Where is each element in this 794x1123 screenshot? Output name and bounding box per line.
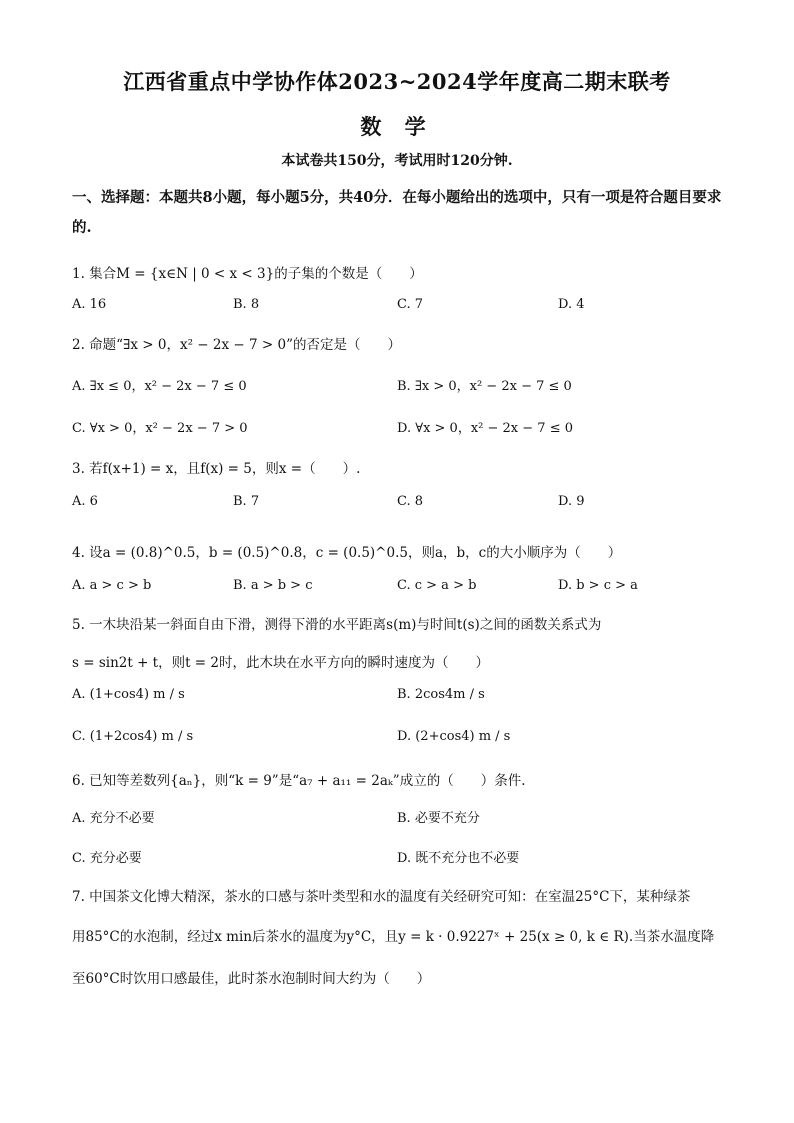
question-6-stem: 6. 已知等差数列{aₙ}，则“k = 9”是“a₇ + a₁₁ = 2aₖ”成立的（ ）条件.	[72, 773, 526, 789]
question-7-stem: 7. 中国茶文化博大精深，茶水的口感与茶叶类型和水的温度有关经研究可知：在室温25°C下，某种绿茶	[72, 889, 691, 905]
exam-info: 本试卷共150分，考试用时120分钟.	[281, 153, 513, 169]
question-5-option-d: D. (2+cos4) m / s	[397, 729, 511, 744]
question-5-option-b: B. 2cos4m / s	[397, 687, 485, 702]
question-4-stem: 4. 设a = (0.8)^0.5，b = (0.5)^0.8，c = (0.5)^0.5，则a，b，c的大小顺序为（ ）	[72, 545, 622, 561]
question-1-option-c: C. 7	[397, 297, 424, 312]
question-1-stem: 1. 集合M = {x∈N | 0 < x < 3}的子集的个数是（ ）	[72, 266, 423, 282]
section-heading: 一、选择题：本题共8小题，每小题5分，共40分．在每小题给出的选项中，只有一项是符合题目要求的.	[72, 189, 722, 236]
question-6-option-a: A. 充分不必要	[72, 811, 155, 826]
exam-title: 江西省重点中学协作体2023~2024学年度高二期末联考	[123, 69, 671, 94]
subject-title: 数 学	[360, 114, 434, 139]
question-2-option-c: C. ∀x > 0，x² − 2x − 7 > 0	[72, 421, 248, 436]
question-4-option-d: D. b > c > a	[558, 578, 638, 593]
question-2-option-d: D. ∀x > 0，x² − 2x − 7 ≤ 0	[397, 421, 573, 436]
question-1-option-a: A. 16	[72, 297, 107, 312]
question-7-stem-line2: 用85°C的水泡制，经过x min后茶水的温度为y°C，且y = k · 0.9227ˣ + 25(x ≥ 0, k ∈ R).当茶水温度降	[72, 929, 715, 945]
question-3-option-b: B. 7	[233, 494, 260, 509]
question-3-option-d: D. 9	[558, 494, 585, 509]
question-4-option-c: C. c > a > b	[397, 578, 477, 593]
question-3-option-c: C. 8	[397, 494, 424, 509]
question-6-option-b: B. 必要不充分	[397, 811, 480, 826]
question-5-stem-line2: s = sin2t + t，则t = 2时，此木块在水平方向的瞬时速度为（ ）	[72, 655, 490, 671]
question-2-stem: 2. 命题“∃x > 0，x² − 2x − 7 > 0”的否定是（ ）	[72, 337, 401, 353]
question-4-option-a: A. a > c > b	[72, 578, 152, 593]
question-5-option-a: A. (1+cos4) m / s	[72, 687, 185, 702]
question-4-option-b: B. a > b > c	[233, 578, 313, 593]
question-7-stem-line3: 至60°C时饮用口感最佳，此时茶水泡制时间大约为（ ）	[72, 971, 431, 987]
question-5-stem: 5. 一木块沿某一斜面自由下滑，测得下滑的水平距离s(m)与时间t(s)之间的函数关系式为	[72, 617, 602, 633]
question-6-option-d: D. 既不充分也不必要	[397, 851, 520, 866]
question-3-option-a: A. 6	[72, 494, 98, 509]
question-5-option-c: C. (1+2cos4) m / s	[72, 729, 194, 744]
question-3-stem: 3. 若f(x+1) = x，且f(x) = 5，则x =（ ）.	[72, 461, 361, 477]
question-2-option-b: B. ∃x > 0，x² − 2x − 7 ≤ 0	[397, 379, 572, 394]
question-1-option-b: B. 8	[233, 297, 260, 312]
question-1-option-d: D. 4	[558, 297, 585, 312]
question-6-option-c: C. 充分必要	[72, 851, 142, 866]
question-2-option-a: A. ∃x ≤ 0，x² − 2x − 7 ≤ 0	[72, 379, 247, 394]
